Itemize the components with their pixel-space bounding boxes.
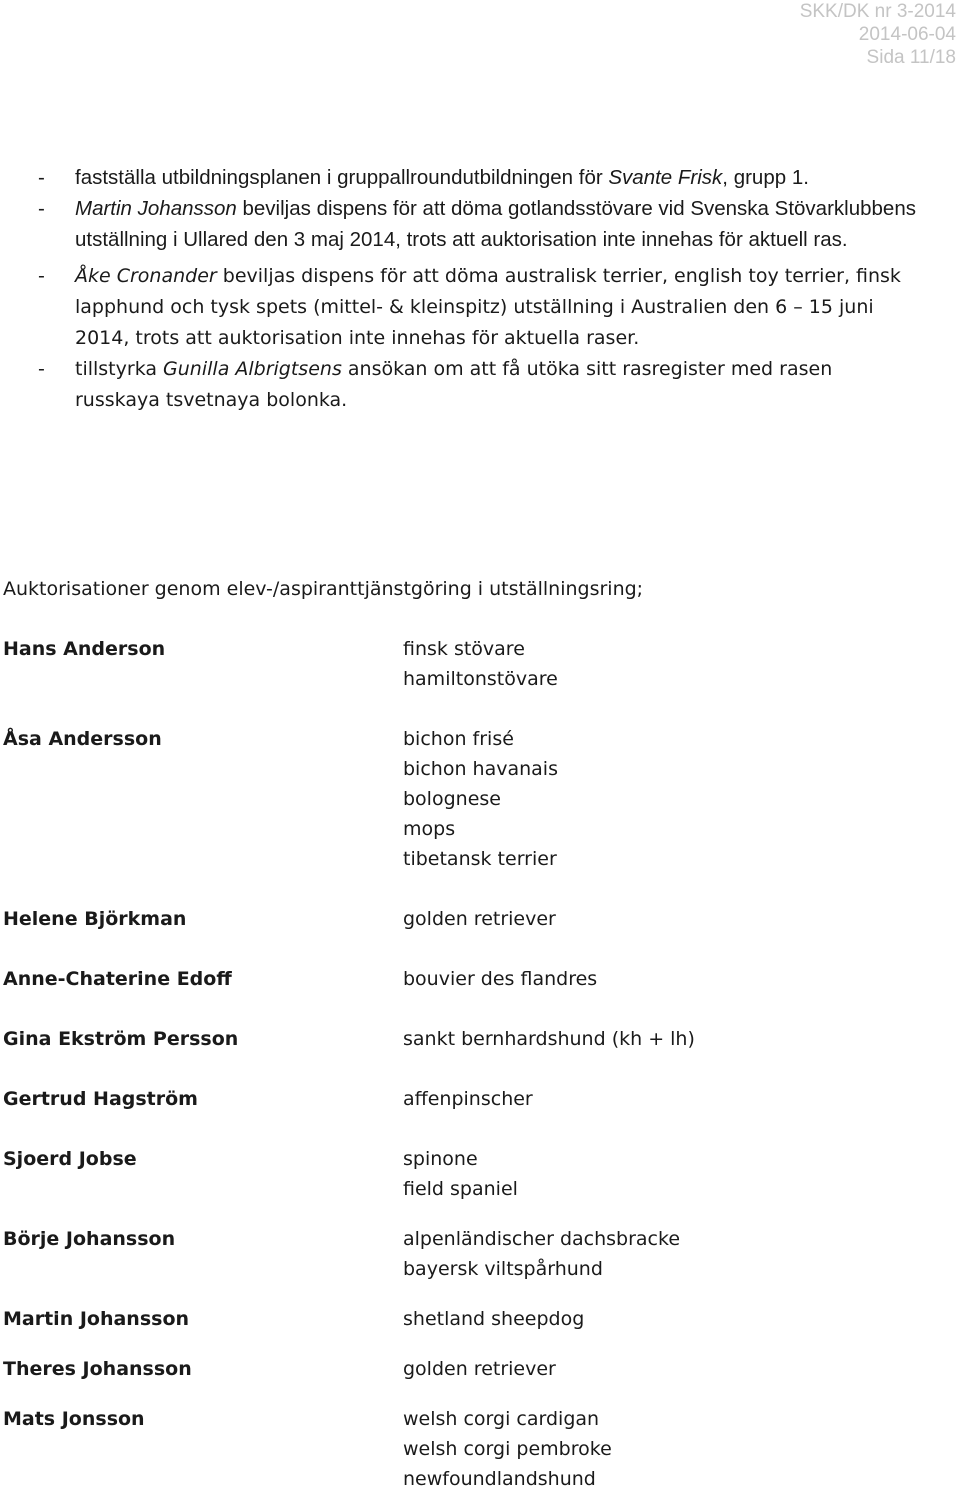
breed: hamiltonstövare — [403, 668, 558, 690]
decision-text: , grupp 1. — [722, 166, 809, 189]
authorization-row — [3, 904, 953, 934]
breed-list — [403, 634, 953, 694]
person-name: Åke Cronander — [75, 265, 217, 287]
authorization-row — [3, 1144, 953, 1204]
authorization-row — [3, 1354, 953, 1384]
breed: newfoundlandshund — [403, 1468, 596, 1490]
decision-text: tillstyrka — [75, 358, 164, 380]
breed: bichon havanais — [403, 758, 558, 780]
document-date: 2014-06-04 — [858, 24, 956, 45]
authorization-row — [3, 1224, 953, 1284]
person-name: Martin Johansson — [75, 197, 237, 220]
judge-name: Sjoerd Jobse — [3, 1148, 137, 1170]
section-intro: Auktorisationer genom elev-/aspiranttjänstgöring i utställningsring; — [3, 578, 644, 600]
document-id: SKK/DK nr 3-2014 — [799, 1, 956, 22]
breed-list — [403, 1404, 953, 1494]
judge-name: Åsa Andersson — [3, 728, 162, 750]
judge-name: Börje Johansson — [3, 1228, 176, 1250]
decision-text: beviljas dispens för att döma australisk terrier, english toy terrier, finsk lapphund och tysk spets (mittel- & kleinspitz) utställning i Australien den 6 – 15 juni 2014, trots att auktorisation inte innehas för aktuella raser. — [75, 265, 901, 349]
authorization-row — [3, 1084, 953, 1114]
decision-item — [38, 261, 918, 354]
breed: alpenländischer dachsbracke — [403, 1228, 681, 1250]
authorization-row — [3, 1404, 953, 1494]
person-name: Svante Frisk — [608, 166, 723, 189]
breed: spinone — [403, 1148, 478, 1170]
judge-name: Hans Anderson — [3, 638, 166, 660]
breed: shetland sheepdog — [403, 1308, 585, 1330]
breed: sankt bernhardshund (kh + lh) — [403, 1028, 695, 1050]
breed: mops — [403, 818, 456, 840]
page-number: Sida 11/18 — [866, 47, 956, 68]
breed-list — [403, 1224, 953, 1284]
judge-name: Martin Johansson — [3, 1308, 190, 1330]
breed-list — [403, 964, 953, 994]
person-name: Gunilla Albrigtsens — [163, 358, 342, 380]
authorization-row — [3, 964, 953, 994]
judge-name: Gertrud Hagström — [3, 1088, 198, 1110]
breed-list — [403, 904, 953, 934]
bullet-dash: - — [38, 358, 45, 380]
breed-list — [403, 1084, 953, 1114]
judge-name: Theres Johansson — [3, 1358, 192, 1380]
bullet-dash: - — [38, 197, 45, 220]
judge-name: Anne-Chaterine Edoff — [3, 968, 232, 990]
decision-item — [38, 354, 918, 416]
breed: bolognese — [403, 788, 501, 810]
decision-text: beviljas dispens för att döma gotlandsstövare vid Svenska Stövarklubbens utställning i Ullared den 3 maj 2014, trots att auktorisation inte innehas för aktuell ras. — [75, 197, 916, 251]
breed: golden retriever — [403, 908, 556, 930]
breed-list — [403, 724, 953, 874]
judge-name: Helene Björkman — [3, 908, 187, 930]
decision-item — [38, 162, 918, 193]
breed: bichon frisé — [403, 728, 514, 750]
bullet-dash: - — [38, 166, 45, 189]
judge-name: Gina Ekström Persson — [3, 1028, 239, 1050]
authorization-row — [3, 1304, 953, 1334]
breed: bayersk viltspårhund — [403, 1258, 603, 1280]
breed-list — [403, 1024, 953, 1054]
breed: welsh corgi pembroke — [403, 1438, 612, 1460]
page-header — [800, 0, 956, 69]
authorization-row — [3, 634, 953, 694]
breed: bouvier des flandres — [403, 968, 598, 990]
judge-name: Mats Jonsson — [3, 1408, 145, 1430]
breed: tibetansk terrier — [403, 848, 557, 870]
authorization-row — [3, 1024, 953, 1054]
authorization-row — [3, 724, 953, 874]
breed: finsk stövare — [403, 638, 525, 660]
authorization-list — [3, 634, 953, 1494]
breed: golden retriever — [403, 1358, 556, 1380]
decision-text: ansökan om att få utöka sitt rasregister med rasen russkaya tsvetnaya bolonka. — [75, 358, 833, 411]
breed-list — [403, 1144, 953, 1204]
breed: welsh corgi cardigan — [403, 1408, 600, 1430]
decision-text: fastställa utbildningsplanen i gruppallroundutbildningen för — [75, 166, 609, 189]
breed-list — [403, 1354, 953, 1384]
bullet-dash: - — [38, 265, 45, 287]
breed: field spaniel — [403, 1178, 518, 1200]
breed: affenpinscher — [403, 1088, 533, 1110]
decision-item — [38, 193, 918, 255]
decision-list — [38, 162, 918, 416]
breed-list — [403, 1304, 953, 1334]
